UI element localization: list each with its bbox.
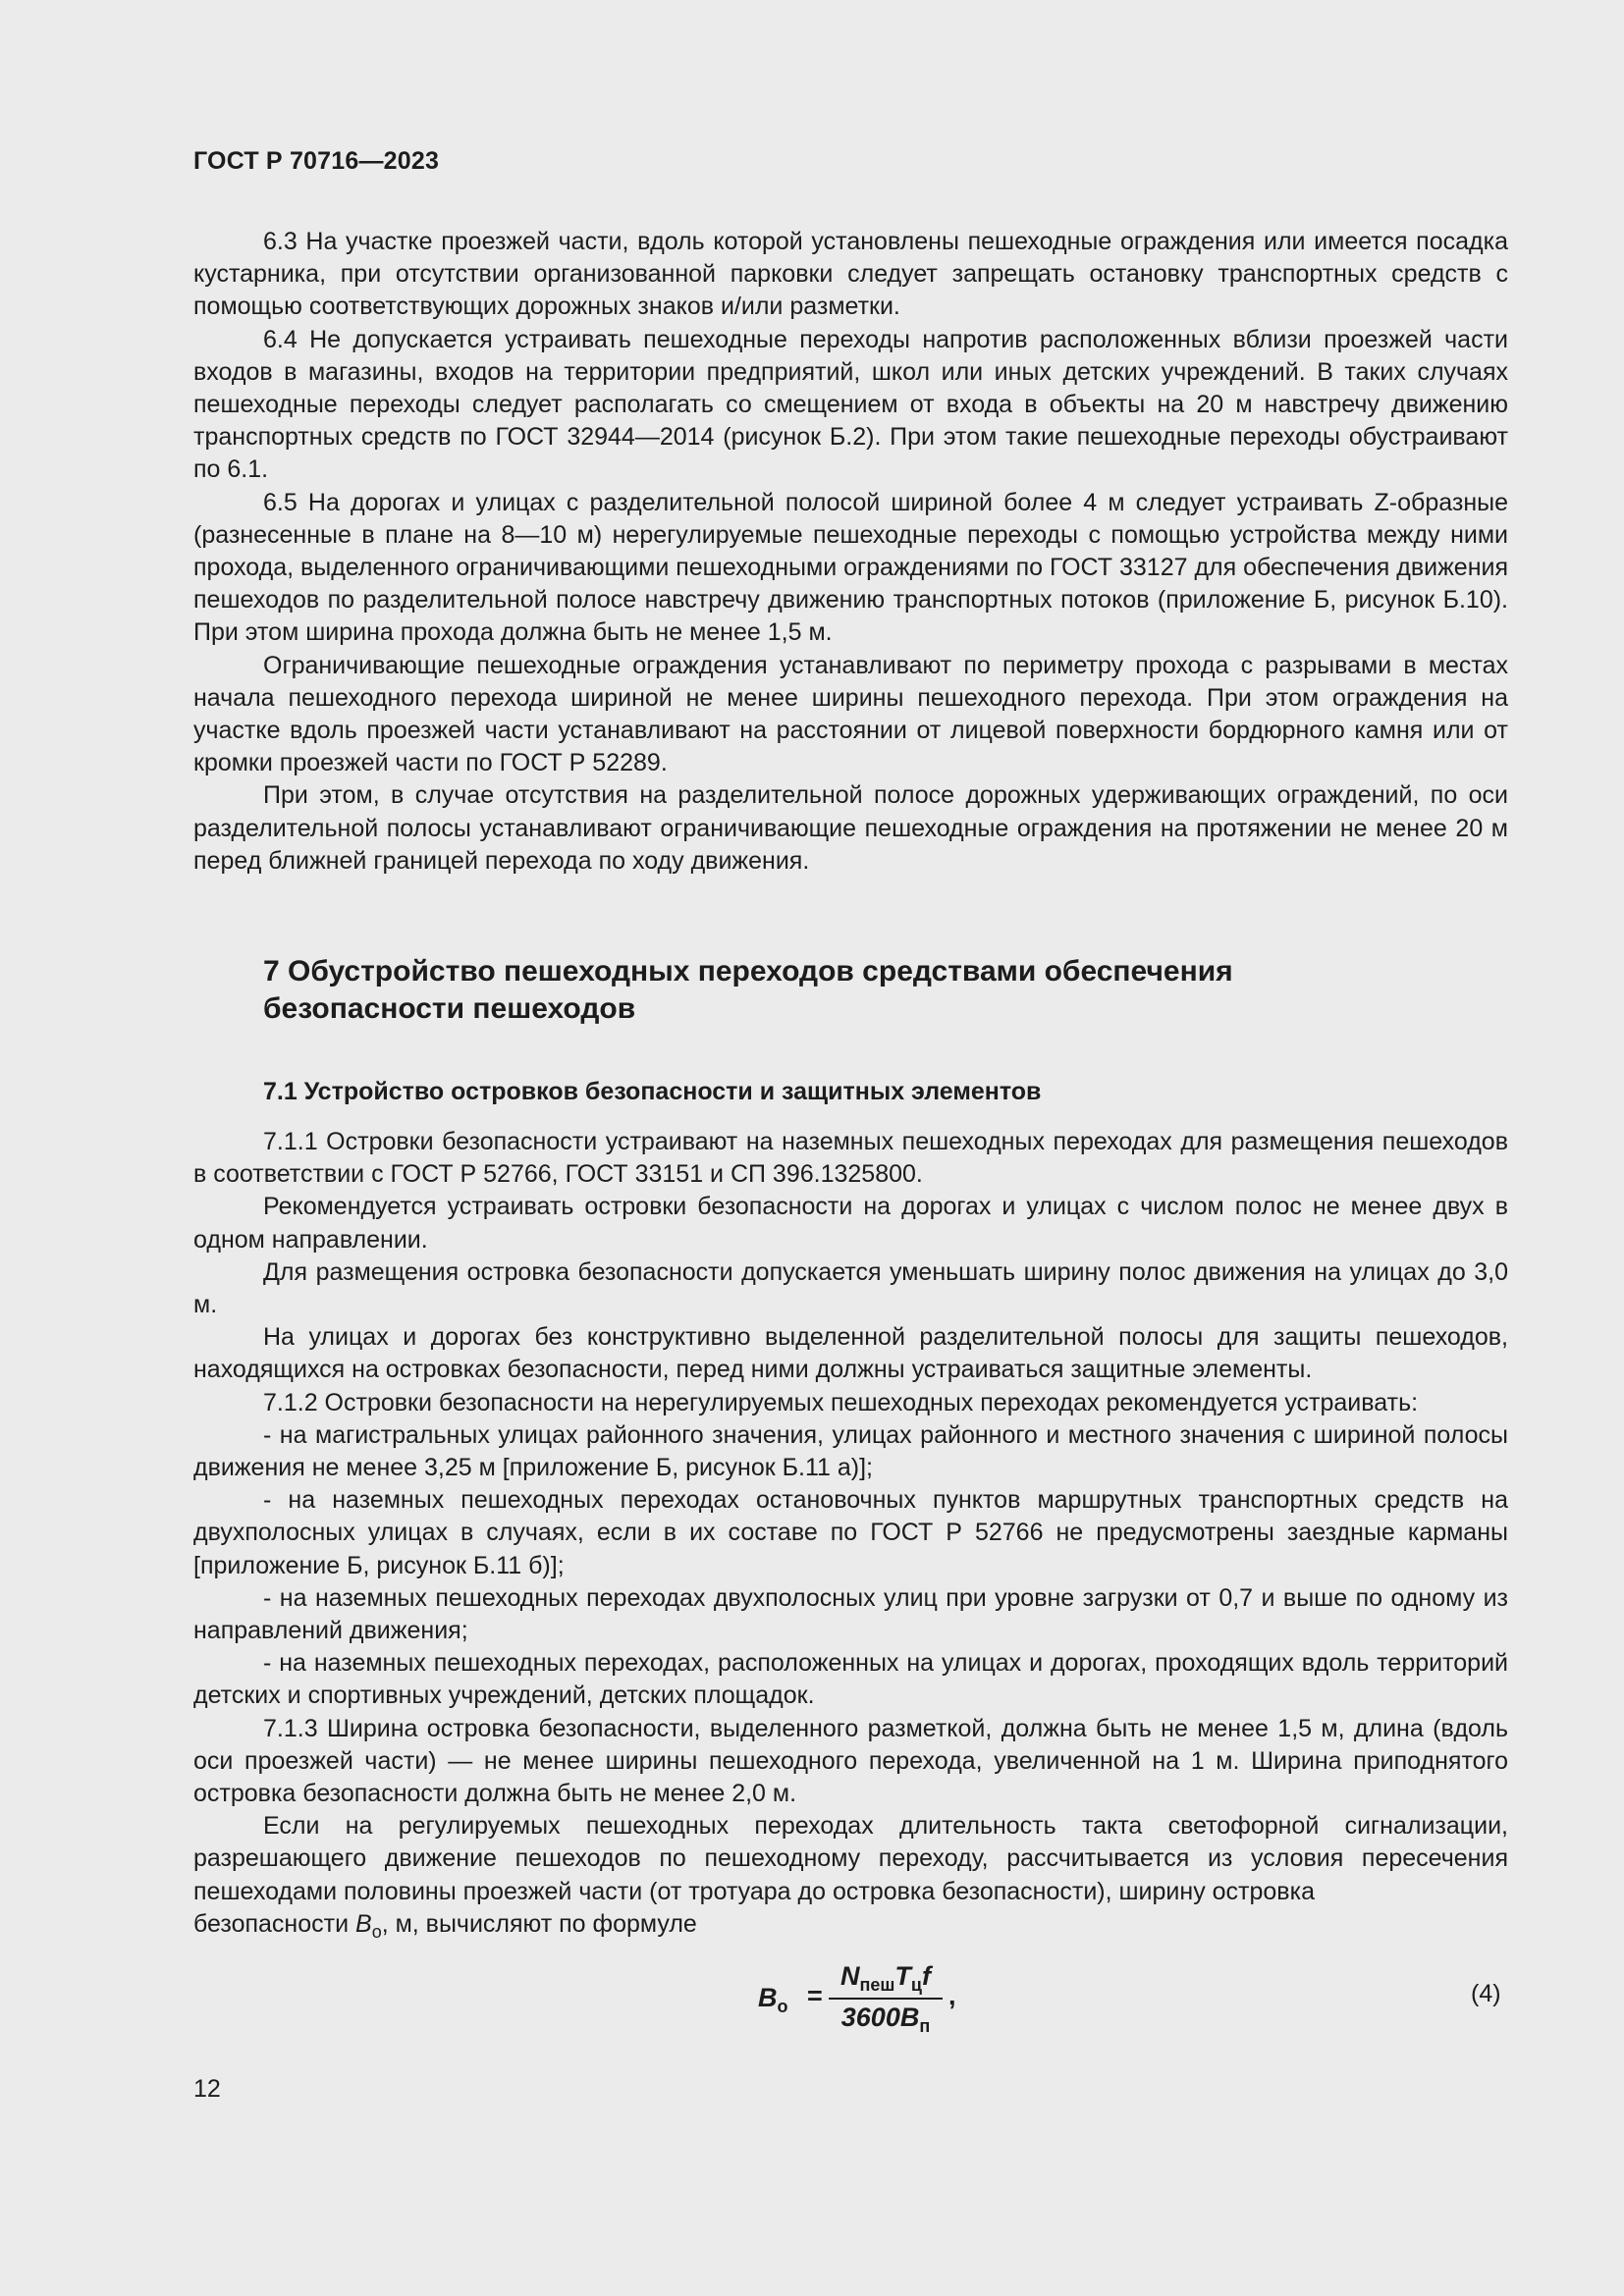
- formula-num-t: T: [894, 1961, 911, 1991]
- list-item-children-facilities: - на наземных пешеходных переходах, расположенных на улицах и дорогах, проходящих вдоль территорий детских и спортивных учреждений, детских площадок.: [193, 1649, 1508, 1710]
- formula-lhs: [758, 1983, 788, 2017]
- paragraph-lane-width: Для размещения островка безопасности допускается уменьшать ширину полос движения на улицах до 3,0 м.: [193, 1257, 1508, 1319]
- formula-equals: =: [807, 1981, 823, 2010]
- formula-intro-prefix: безопасности: [193, 1909, 355, 1938]
- section-7-title: 7 Обустройство пешеходных переходов средствами обеспечения безопасности пешеходов: [263, 955, 1233, 1025]
- paragraph-6-5: 6.5 На дорогах и улицах с разделительной полосой шириной более 4 м следует устраивать Z-образные (разнесенные в плане на 8—10 м) нерегулируемые пешеходные переходы с помощью устройства между ними прохода, выделенного ограничивающими пешеходными ограждениями по ГОСТ 33127 для обеспечения движения пешеходов по разделительной полосе навстречу движению транспортных потоков (приложение Б, рисунок Б.10). При этом ширина прохода должна быть не менее 1,5 м.: [193, 488, 1509, 647]
- paragraph-protective-elements: На улицах и дорогах без конструктивно выделенной разделительной полосы для защиты пешеходов, находящихся на островках безопасности, перед ними должны устраиваться защитные элементы.: [193, 1323, 1508, 1384]
- formula-4: [746, 1961, 1001, 2040]
- paragraph-formula-intro: [193, 1908, 1508, 1949]
- subsection-7-1-title: 7.1 Устройство островков безопасности и защитных элементов: [263, 1078, 1042, 1105]
- paragraph-7-1-3: 7.1.3 Ширина островка безопасности, выделенного разметкой, должна быть не менее 1,5 м, длина (вдоль оси проезжей части) — не менее ширины пешеходного перехода, увеличенной на 1 м. Ширина приподнятого островка безопасности должна быть не менее 2,0 м.: [193, 1714, 1508, 1808]
- formula-lhs-var: B: [758, 1983, 778, 2012]
- formula-fraction-bar: [829, 1998, 943, 2000]
- text-block-section-6: [193, 226, 1508, 878]
- paragraph-recommendation: Рекомендуется устраивать островки безопасности на дорогах и улицах с числом полос не менее двух в одном направлении.: [193, 1193, 1508, 1254]
- formula-num-t-sub: ц: [910, 1975, 922, 1995]
- formula-lhs-sub: о: [777, 1997, 788, 2016]
- list-item-bus-stops: - на наземных пешеходных переходах остановочных пунктов маршрутных транспортных средств на двухполосных улицах в случаях, если в их составе по ГОСТ Р 52766 не предусмотрены заездные карманы [приложение Б, рисунок Б.11 б)];: [193, 1486, 1508, 1579]
- formula-num-n: N: [840, 1961, 860, 1991]
- list-item-two-lane-streets: - на наземных пешеходных переходах двухполосных улиц при уровне загрузки от 0,7 и выше по одному из направлений движения;: [193, 1583, 1508, 1645]
- paragraph-6-4: 6.4 Не допускается устраивать пешеходные переходы напротив расположенных вблизи проезжей части входов в магазины, входов на территории предприятий, школ или иных детских учреждений. В таких случаях пешеходные переходы следует располагать со смещением от входа в объекты на 20 м навстречу движению транспортных средств по ГОСТ 32944—2014 (рисунок Б.2). При этом такие пешеходные переходы обустраивают по 6.1.: [193, 325, 1508, 484]
- page-number: 12: [193, 2075, 221, 2103]
- formula-num-f: f: [921, 1961, 931, 1991]
- paragraph-6-3: 6.3 На участке проезжей части, вдоль которой установлены пешеходные ограждения или имеется посадка кустарника, при отсутствии организованной парковки следует запрещать остановку транспортных средств с помощью соответствующих дорожных знаков и/или разметки.: [193, 228, 1508, 321]
- formula-intro-var: B: [355, 1909, 372, 1938]
- formula-den-b: B: [899, 2002, 920, 2032]
- formula-num-n-sub: пеш: [859, 1975, 895, 1995]
- formula-comma: ,: [948, 1981, 956, 2010]
- paragraph-7-1-1: 7.1.1 Островки безопасности устраивают на наземных пешеходных переходах для размещения пешеходов в соответствии с ГОСТ Р 52766, ГОСТ 33151 и СП 396.1325800.: [193, 1128, 1508, 1189]
- paragraph-signal-timing: Если на регулируемых пешеходных переходах длительность такта светофорной сигнализации, разрешающего движение пешеходов по пешеходному переходу, рассчитывается из условия пересечения пешеходами половины проезжей части (от тротуара до островка безопасности), ширину островка: [193, 1812, 1508, 1905]
- document-code-header: ГОСТ Р 70716—2023: [193, 147, 440, 175]
- formula-denominator: [829, 2002, 943, 2037]
- formula-number: (4): [1471, 1980, 1501, 2007]
- paragraph-fences: Ограничивающие пешеходные ограждения устанавливают по периметру прохода с разрывами в местах начала пешеходного перехода шириной не менее ширины пешеходного перехода. При этом ограждения на участке вдоль проезжей части устанавливают на расстоянии от лицевой поверхности бордюрного камня или от кромки проезжей части по ГОСТ Р 52289.: [193, 651, 1508, 777]
- formula-den-b-sub: п: [919, 2016, 931, 2036]
- text-block-section-7: [193, 1126, 1508, 1949]
- formula-den-digits: 3600: [840, 2002, 900, 2032]
- formula-numerator: [829, 1961, 943, 1996]
- paragraph-no-barriers: При этом, в случае отсутствия на разделительной полосе дорожных удерживающих ограждений, по оси разделительной полосы устанавливают ограничивающие пешеходные ограждения на протяжении не менее 20 м перед ближней границей перехода по ходу движения.: [193, 781, 1508, 875]
- list-item-arterial-streets: - на магистральных улицах районного значения, улицах районного и местного значения с шириной полосы движения не менее 3,25 м [приложение Б, рисунок Б.11 а)];: [193, 1420, 1508, 1482]
- paragraph-7-1-2: 7.1.2 Островки безопасности на нерегулируемых пешеходных переходах рекомендуется устраивать:: [263, 1388, 1419, 1416]
- formula-intro-suffix: , м, вычисляют по формуле: [381, 1909, 697, 1938]
- formula-intro-var-sub: о: [371, 1921, 382, 1942]
